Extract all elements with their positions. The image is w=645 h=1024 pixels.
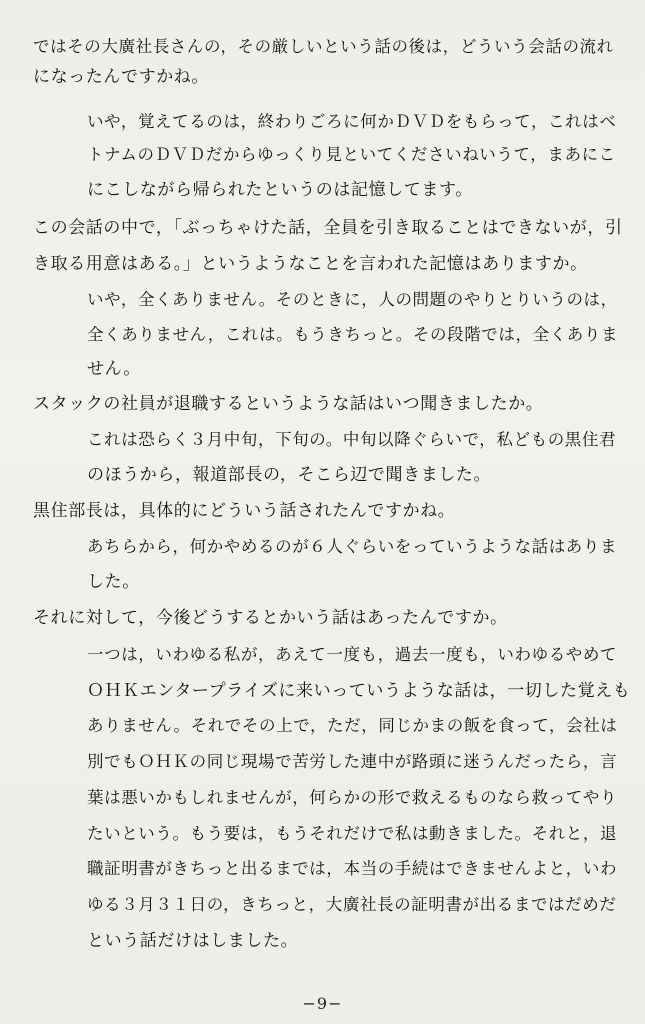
text-line-15: あちらから，何かやめるのが６人ぐらいをっていうような話はありま [87,537,618,556]
text-line-20: ありません。それでその上で，ただ，同じかまの飯を食って，会社は [87,716,618,735]
text-line-24: 職証明書がきちっと出るまでは，本当の手続はできませんよと，いわ [87,859,618,878]
text-line-19: ＯＨＫエンタープライズに来いっていうような話は，一切した覚えも [87,681,631,701]
text-line-13: のほうから，報道部長の，そこら辺で聞きました。 [87,465,492,485]
text-line-9: 全くありません，これは。もうきちっと。その段階では，全くありま [87,325,619,344]
text-line-23: たいという。もう要は，もうそれだけで私は動きました。それと，退 [87,824,618,843]
page-number: −9− [302,994,343,1013]
text-line-21: 別でもＯＨＫの同じ現場で苦労した連中が路頭に迷うんだったら，言 [87,752,618,771]
text-line-8: いや，全くありません。そのときに，人の問題のやりとりいうのは， [87,290,618,309]
text-line-10: せん。 [87,359,141,379]
text-line-26: という話だけはしました。 [87,931,299,951]
text-line-11: スタックの社員が退職するというような話はいつ聞きましたか。 [33,394,544,414]
text-line-12: これは恐らく３月中旬，下旬の。中旬以降ぐらいで，私どもの黒住君 [87,430,617,449]
text-line-7: き取る用意はある。」というようなことを言われた記憶はありますか。 [33,254,588,274]
text-line-2: になったんですかね。 [33,67,209,87]
text-line-22: 葉は悪いかもしれませんが，何らかの形で救えるものなら救ってやり [87,788,618,807]
text-line-1: ではその大廣社長さんの，その厳しいという話の後は，どういう会話の流れ [33,37,614,56]
text-line-3: いや，覚えてるのは，終わりごろに何かＤＶＤをもらって，これはベ [87,112,617,131]
text-line-16: した。 [87,572,140,592]
text-line-14: 黒住部長は，具体的にどういう話されたんですかね。 [33,501,456,521]
text-line-5: にこしながら帰られたというのは記憶してます。 [87,180,473,200]
text-line-25: ゆる３月３１日の，きちっと，大廣社長の証明書が出るまではだめだ [87,895,617,914]
text-line-6: この会話の中で，「ぶっちゃけた話，全員を引き取ることはできないが，引 [33,218,623,238]
text-line-18: 一つは，いわゆる私が，あえて一度も，過去一度も，いわゆるやめて [87,645,618,664]
text-line-17: それに対して，今後どうするとかいう話はあったんですか。 [33,608,508,628]
text-line-4: トナムのＤＶＤだからゆっくり見といてくださいねいうて，まあにこ [87,145,616,164]
